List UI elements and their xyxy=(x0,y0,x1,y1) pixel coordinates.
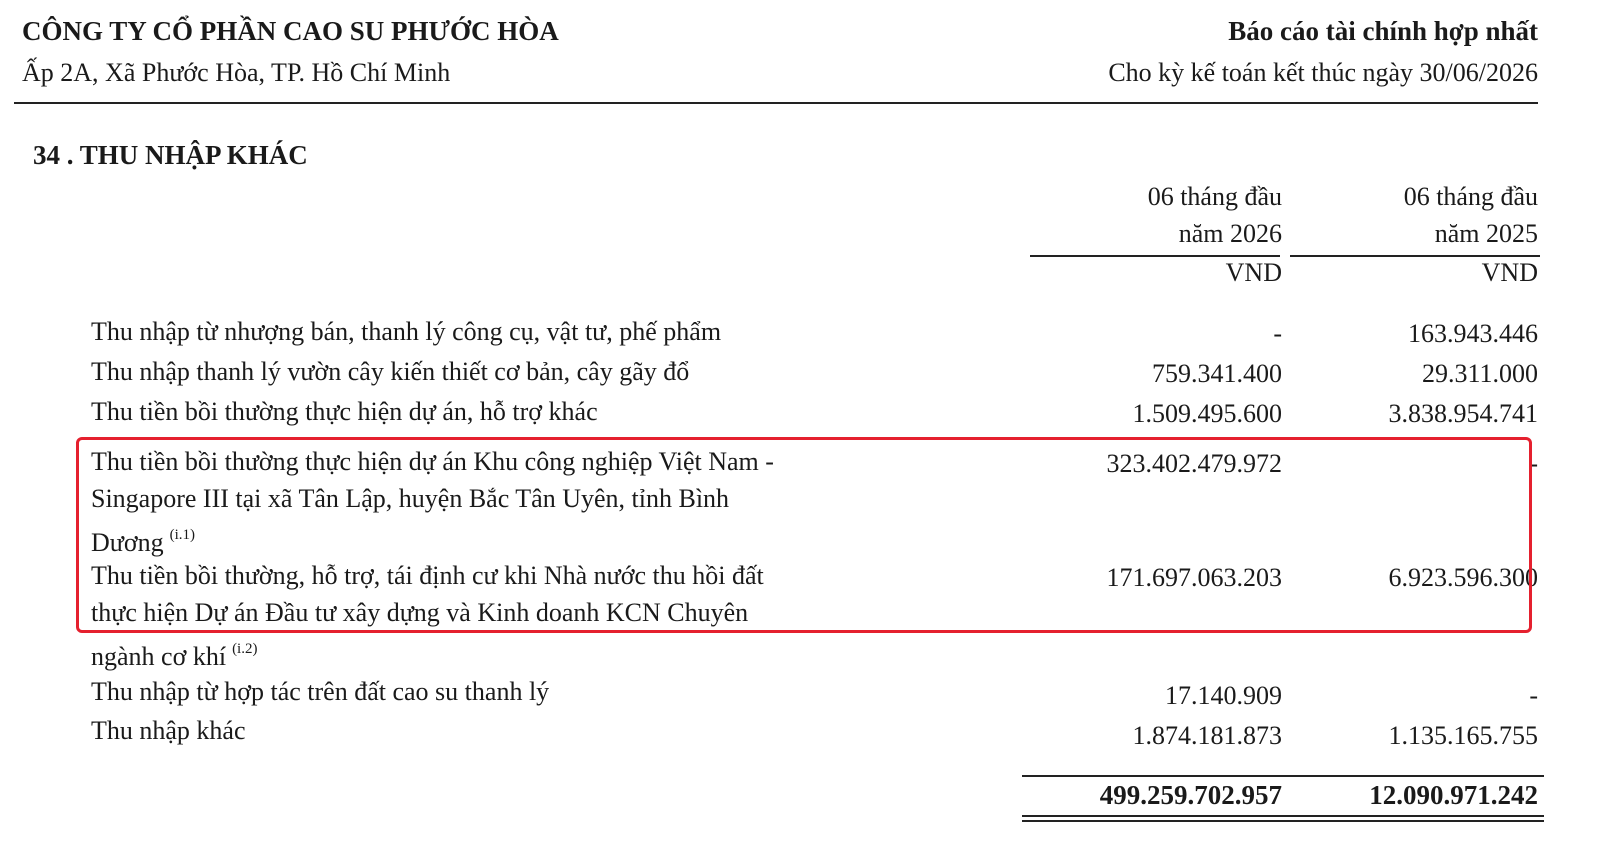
company-address: Ấp 2A, Xã Phước Hòa, TP. Hồ Chí Minh xyxy=(22,58,451,87)
row-value-2025: 29.311.000 xyxy=(1421,359,1538,388)
column-header-2025-line2: năm 2025 xyxy=(1434,219,1538,248)
row-value-2025: 6.923.596.300 xyxy=(1388,563,1538,592)
total-double-rule-2025 xyxy=(1264,815,1544,822)
row-value-2025: 3.838.954.741 xyxy=(1388,399,1538,428)
report-title: Báo cáo tài chính hợp nhất xyxy=(1228,16,1538,46)
row-value-2026: 1.509.495.600 xyxy=(1132,399,1282,428)
footnote-marker: (i.1) xyxy=(169,527,196,543)
highlight-box xyxy=(76,437,1532,633)
column-header-2025-line1: 06 tháng đầu xyxy=(1403,182,1538,211)
column-header-2026 xyxy=(1148,178,1282,252)
column-header-2025 xyxy=(1404,178,1538,252)
row-label: Thu nhập từ nhượng bán, thanh lý công cụ, vật tư, phế phẩm xyxy=(91,317,722,346)
row-value-2026: 17.140.909 xyxy=(1165,681,1282,710)
row-label-text: Thu tiền bồi thường thực hiện dự án Khu công nghiệp Việt Nam - Singapore III tại xã Tân Lập, huyện Bắc Tân Uyên, tỉnh Bình Dương xyxy=(91,447,774,557)
row-label: Thu tiền bồi thường thực hiện dự án, hỗ trợ khác xyxy=(91,397,598,426)
row-value-2026: 759.341.400 xyxy=(1152,359,1282,388)
row-value-2026: 1.874.181.873 xyxy=(1132,721,1282,750)
footnote-marker: (i.2) xyxy=(232,641,258,657)
row-value-2026: - xyxy=(1273,319,1282,348)
total-value-2025: 12.090.971.242 xyxy=(1369,780,1538,810)
row-value-2025: - xyxy=(1529,449,1538,478)
row-value-2025: - xyxy=(1529,681,1538,710)
row-value-2025: 163.943.446 xyxy=(1408,319,1538,348)
unit-label-2025: VND xyxy=(1481,258,1538,287)
column-header-rule-2026 xyxy=(1030,255,1280,257)
row-label: Thu nhập từ hợp tác trên đất cao su thanh lý xyxy=(91,677,550,706)
row-label: Thu nhập thanh lý vườn cây kiến thiết cơ bản, cây gãy đổ xyxy=(91,357,690,386)
row-value-2026: 171.697.063.203 xyxy=(1106,563,1282,592)
row-value-2026: 323.402.479.972 xyxy=(1106,449,1282,478)
column-header-2026-line2: năm 2026 xyxy=(1178,219,1282,248)
total-value-2026: 499.259.702.957 xyxy=(1099,780,1282,810)
row-label: Thu nhập khác xyxy=(91,716,246,745)
total-double-rule-2026 xyxy=(1022,815,1278,822)
section-title: 34 . THU NHẬP KHÁC xyxy=(33,140,308,170)
unit-label-2026: VND xyxy=(1225,258,1282,287)
company-name: CÔNG TY CỔ PHẦN CAO SU PHƯỚC HÒA xyxy=(22,16,559,46)
column-header-rule-2025 xyxy=(1290,255,1540,257)
row-label-text: Thu tiền bồi thường, hỗ trợ, tái định cư khi Nhà nước thu hồi đất thực hiện Dự án Đầu tư xây dựng và Kinh doanh KCN Chuyên ngành cơ khí xyxy=(91,561,764,671)
header-divider xyxy=(14,102,1538,104)
column-header-2026-line1: 06 tháng đầu xyxy=(1147,182,1282,211)
report-period: Cho kỳ kế toán kết thúc ngày 30/06/2026 xyxy=(1108,58,1538,87)
row-value-2025: 1.135.165.755 xyxy=(1388,721,1538,750)
